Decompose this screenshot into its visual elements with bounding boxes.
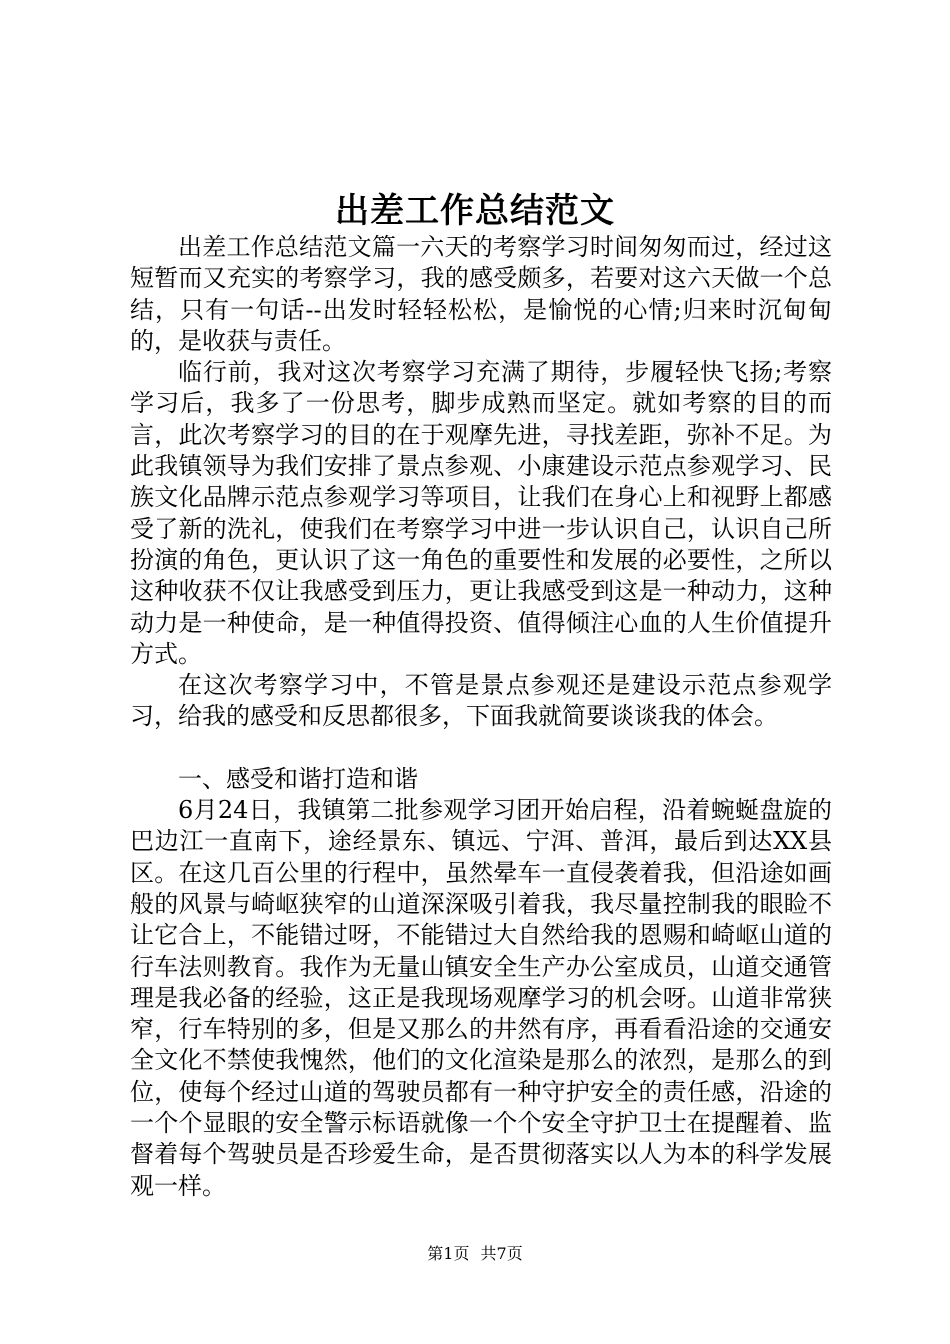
page-total: 共7页 xyxy=(480,1244,523,1263)
section-heading: 一、感受和谐打造和谐 xyxy=(178,764,418,793)
blank-line xyxy=(130,733,832,764)
paragraph-4: 6月24日，我镇第二批参观学习团开始启程，沿着蜿蜒盘旋的巴边江一直南下，途经景东、镇远、宁洱、普洱，最后到达XX县区。在这几百公里的行程中，虽然晕车一直侵袭着我，但沿途如画般的风景与崎岖狭窄的山道深深吸引着我，我尽量控制我的眼睑不让它合上，不能错过呀，不能错过大自然给我的恩赐和崎岖山道的行车法则教育。我作为无量山镇安全生产办公室成员，山道交通管理是我必备的经验，这正是我现场观摩学习的机会呀。山道非常狭窄，行车特别的多，但是又那么的井然有序，再看看沿途的交通安全文化不禁使我愧然，他们的文化渲染是那么的浓烈，是那么的到位，使每个经过山道的驾驶员都有一种守护安全的责任感，沿途的一个个显眼的安全警示标语就像一个个安全守护卫士在提醒着、监督着每个驾驶员是否珍爱生命，是否贯彻落实以人为本的科学发展观一样。 xyxy=(130,796,832,1200)
document-body xyxy=(130,232,832,1202)
paragraph-1: 出差工作总结范文篇一六天的考察学习时间匆匆而过，经过这短暂而又充实的考察学习，我的感受颇多，若要对这六天做一个总结，只有一句话--出发时轻轻松松，是愉悦的心情;归来时沉甸甸的，是收获与责任。 xyxy=(130,233,832,355)
paragraph-3: 在这次考察学习中，不管是景点参观还是建设示范点参观学习，给我的感受和反思都很多，下面我就简要谈谈我的体会。 xyxy=(130,671,832,731)
page-footer xyxy=(0,1241,950,1264)
document-title: 出差工作总结范文 xyxy=(335,191,615,231)
paragraph-2: 临行前，我对这次考察学习充满了期待，步履轻快飞扬;考察学习后，我多了一份思考，脚步成熟而坚定。就如考察的目的而言，此次考察学习的目的在于观摩先进，寻找差距，弥补不足。为此我镇领导为我们安排了景点参观、小康建设示范点参观学习、民族文化品牌示范点参观学习等项目，让我们在身心上和视野上都感受了新的洗礼，使我们在考察学习中进一步认识自己，认识自己所扮演的角色，更认识了这一角色的重要性和发展的必要性，之所以这种收获不仅让我感受到压力，更让我感受到这是一种动力，这种动力是一种使命，是一种值得投资、值得倾注心血的人生价值提升方式。 xyxy=(130,358,832,668)
page-number: 第1页 xyxy=(427,1244,470,1263)
